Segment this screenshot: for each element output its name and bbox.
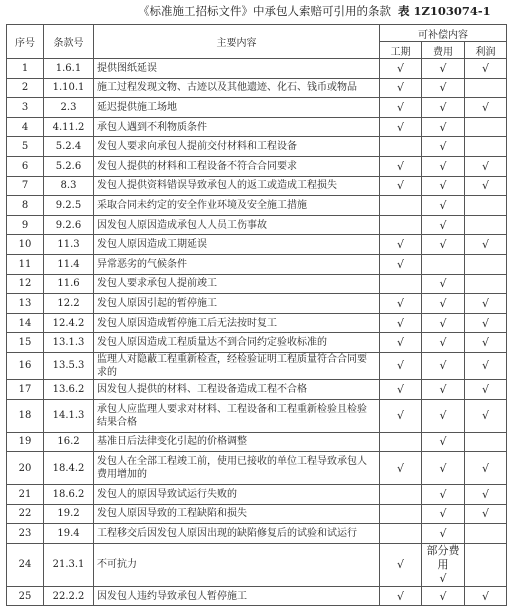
row-profit-check (465, 254, 507, 274)
row-cost-check: √ (422, 117, 465, 137)
row-cost-check: √ (422, 196, 465, 216)
row-index: 21 (7, 485, 44, 505)
row-content: 承包人遇到不利物质条件 (94, 117, 380, 137)
table-number: 表 1Z103074-1 (398, 4, 491, 18)
row-index: 10 (7, 235, 44, 255)
table-row (7, 59, 507, 79)
row-content: 因发包人原因造成承包人人员工伤事故 (94, 215, 380, 235)
partial-cost-label: 部分费用 (426, 543, 460, 571)
row-cost-check: √ (422, 399, 465, 432)
row-clause: 12.4.2 (44, 313, 94, 333)
row-duration-check: √ (380, 452, 422, 485)
row-clause: 13.6.2 (44, 379, 94, 399)
row-index: 1 (7, 59, 44, 79)
row-duration-check (380, 274, 422, 294)
row-cost-check: √ (422, 137, 465, 157)
row-index: 9 (7, 215, 44, 235)
row-duration-check: √ (380, 313, 422, 333)
row-clause: 11.3 (44, 235, 94, 255)
row-cost-check: √ (422, 333, 465, 353)
row-duration-check (380, 196, 422, 216)
row-profit-check (465, 543, 507, 586)
row-profit-check (465, 137, 507, 157)
row-profit-check: √ (465, 504, 507, 524)
table-row (7, 274, 507, 294)
table-row (7, 452, 507, 485)
row-duration-check: √ (380, 78, 422, 98)
check-mark: √ (439, 571, 447, 585)
row-clause: 14.1.3 (44, 399, 94, 432)
row-clause: 21.3.1 (44, 543, 94, 586)
row-duration-check (380, 485, 422, 505)
row-clause: 9.2.5 (44, 196, 94, 216)
row-content: 发包人原因引起的暂停施工 (94, 294, 380, 314)
row-duration-check: √ (380, 333, 422, 353)
row-content: 发包人原因导致的工程缺陷和损失 (94, 504, 380, 524)
row-index: 4 (7, 117, 44, 137)
row-duration-check (380, 137, 422, 157)
row-profit-check: √ (465, 294, 507, 314)
row-content: 发包人提供资料错误导致承包人的返工或造成工程损失 (94, 176, 380, 196)
row-duration-check: √ (380, 586, 422, 606)
row-duration-check: √ (380, 399, 422, 432)
table-row (7, 156, 507, 176)
row-cost-check: √ (422, 352, 465, 379)
row-duration-check (380, 215, 422, 235)
table-row (7, 78, 507, 98)
table-row (7, 432, 507, 452)
row-profit-check: √ (465, 452, 507, 485)
row-content: 发包人原因造成暂停施工后无法按时复工 (94, 313, 380, 333)
row-index: 7 (7, 176, 44, 196)
row-index: 25 (7, 586, 44, 606)
table-row (7, 333, 507, 353)
row-content: 工程移交后因发包人原因出现的缺陷修复后的试验和试运行 (94, 524, 380, 544)
row-content: 异常恶劣的气候条件 (94, 254, 380, 274)
table-caption (0, 3, 512, 21)
row-duration-check (380, 504, 422, 524)
row-profit-check (465, 196, 507, 216)
row-content: 施工过程发现文物、古迹以及其他遗迹、化石、钱币或物品 (94, 78, 380, 98)
row-profit-check (465, 524, 507, 544)
row-index: 16 (7, 352, 44, 379)
row-cost-check: √ (422, 586, 465, 606)
row-content: 监理人对隐蔽工程重新检查，经检验证明工程质量符合合同要求的 (94, 352, 380, 379)
table-row (7, 196, 507, 216)
row-profit-check (465, 117, 507, 137)
table-row (7, 399, 507, 432)
row-content: 因发包人提供的材料、工程设备造成工程不合格 (94, 379, 380, 399)
row-profit-check: √ (465, 352, 507, 379)
header-profit: 利润 (465, 42, 507, 59)
row-index: 17 (7, 379, 44, 399)
row-cost-check: √ (422, 59, 465, 79)
row-index: 3 (7, 98, 44, 118)
row-cost-check: √ (422, 379, 465, 399)
row-clause: 19.4 (44, 524, 94, 544)
row-clause: 13.1.3 (44, 333, 94, 353)
row-cost-check: √ (422, 274, 465, 294)
row-content: 因发包人违约导致承包人暂停施工 (94, 586, 380, 606)
row-profit-check: √ (465, 399, 507, 432)
row-duration-check (380, 432, 422, 452)
row-profit-check: √ (465, 59, 507, 79)
row-content: 不可抗力 (94, 543, 380, 586)
row-index: 6 (7, 156, 44, 176)
row-index: 12 (7, 274, 44, 294)
row-profit-check: √ (465, 586, 507, 606)
row-duration-check: √ (380, 543, 422, 586)
row-index: 2 (7, 78, 44, 98)
row-content: 提供图纸延误 (94, 59, 380, 79)
row-content: 发包人在全部工程竣工前，使用已接收的单位工程导致承包人费用增加的 (94, 452, 380, 485)
row-clause: 9.2.6 (44, 215, 94, 235)
header-cost: 费用 (422, 42, 465, 59)
table-body (7, 59, 507, 606)
row-cost-check (422, 543, 465, 586)
row-cost-check: √ (422, 78, 465, 98)
row-profit-check (465, 78, 507, 98)
row-duration-check (380, 524, 422, 544)
row-clause: 13.5.3 (44, 352, 94, 379)
row-clause: 1.10.1 (44, 78, 94, 98)
row-content: 采取合同未约定的安全作业环境及安全施工措施 (94, 196, 380, 216)
table-row (7, 235, 507, 255)
row-content: 延迟提供施工场地 (94, 98, 380, 118)
row-duration-check: √ (380, 254, 422, 274)
row-clause: 19.2 (44, 504, 94, 524)
row-duration-check: √ (380, 176, 422, 196)
row-clause: 8.3 (44, 176, 94, 196)
table-row (7, 543, 507, 586)
table-title: 《标准施工招标文件》中承包人索赔可引用的条款 (138, 4, 391, 18)
row-duration-check: √ (380, 294, 422, 314)
row-profit-check (465, 274, 507, 294)
row-clause: 22.2.2 (44, 586, 94, 606)
row-profit-check: √ (465, 333, 507, 353)
row-content: 发包人的原因导致试运行失败的 (94, 485, 380, 505)
table-row (7, 176, 507, 196)
row-cost-check: √ (422, 215, 465, 235)
row-profit-check: √ (465, 485, 507, 505)
header-clause: 条款号 (44, 25, 94, 59)
row-clause: 2.3 (44, 98, 94, 118)
row-profit-check (465, 432, 507, 452)
row-content: 发包人提供的材料和工程设备不符合合同要求 (94, 156, 380, 176)
row-index: 11 (7, 254, 44, 274)
table-row (7, 504, 507, 524)
row-content: 发包人原因造成工程质量达不到合同约定验收标准的 (94, 333, 380, 353)
table-row (7, 294, 507, 314)
row-cost-check (422, 254, 465, 274)
row-index: 15 (7, 333, 44, 353)
table-row (7, 254, 507, 274)
row-cost-check: √ (422, 504, 465, 524)
row-profit-check (465, 215, 507, 235)
table-row (7, 117, 507, 137)
row-clause: 18.6.2 (44, 485, 94, 505)
row-clause: 5.2.4 (44, 137, 94, 157)
table-row (7, 137, 507, 157)
row-index: 23 (7, 524, 44, 544)
row-profit-check: √ (465, 176, 507, 196)
row-content: 基准日后法律变化引起的价格调整 (94, 432, 380, 452)
row-cost-check: √ (422, 432, 465, 452)
row-cost-check: √ (422, 452, 465, 485)
row-clause: 5.2.6 (44, 156, 94, 176)
table-row (7, 524, 507, 544)
table-row (7, 98, 507, 118)
table-row (7, 379, 507, 399)
row-content: 发包人原因造成工期延误 (94, 235, 380, 255)
row-cost-check: √ (422, 98, 465, 118)
row-index: 24 (7, 543, 44, 586)
row-cost-check: √ (422, 294, 465, 314)
row-index: 8 (7, 196, 44, 216)
header-index: 序号 (7, 25, 44, 59)
row-duration-check: √ (380, 98, 422, 118)
row-index: 14 (7, 313, 44, 333)
row-cost-check: √ (422, 156, 465, 176)
row-duration-check: √ (380, 59, 422, 79)
row-clause: 18.4.2 (44, 452, 94, 485)
row-clause: 4.11.2 (44, 117, 94, 137)
row-clause: 1.6.1 (44, 59, 94, 79)
row-index: 18 (7, 399, 44, 432)
row-duration-check: √ (380, 156, 422, 176)
row-cost-check: √ (422, 524, 465, 544)
row-index: 13 (7, 294, 44, 314)
row-clause: 11.6 (44, 274, 94, 294)
header-duration: 工期 (380, 42, 422, 59)
row-clause: 12.2 (44, 294, 94, 314)
row-duration-check: √ (380, 379, 422, 399)
table-row (7, 313, 507, 333)
row-profit-check: √ (465, 313, 507, 333)
row-cost-check: √ (422, 235, 465, 255)
row-profit-check: √ (465, 235, 507, 255)
row-cost-check: √ (422, 176, 465, 196)
row-content: 承包人应监理人要求对材料、工程设备和工程重新检验且检验结果合格 (94, 399, 380, 432)
row-duration-check: √ (380, 352, 422, 379)
row-profit-check: √ (465, 98, 507, 118)
table-row (7, 586, 507, 606)
row-clause: 16.2 (44, 432, 94, 452)
row-clause: 11.4 (44, 254, 94, 274)
row-content: 发包人要求承包人提前竣工 (94, 274, 380, 294)
row-index: 20 (7, 452, 44, 485)
header-content: 主要内容 (94, 25, 380, 59)
table-row (7, 215, 507, 235)
row-index: 22 (7, 504, 44, 524)
header-compensable: 可补偿内容 (380, 25, 507, 42)
row-content: 发包人要求向承包人提前交付材料和工程设备 (94, 137, 380, 157)
claims-clauses-table (6, 24, 507, 606)
row-duration-check: √ (380, 235, 422, 255)
row-index: 19 (7, 432, 44, 452)
row-profit-check: √ (465, 379, 507, 399)
row-cost-check: √ (422, 313, 465, 333)
row-duration-check: √ (380, 117, 422, 137)
row-profit-check: √ (465, 156, 507, 176)
table-row (7, 485, 507, 505)
row-index: 5 (7, 137, 44, 157)
table-row (7, 352, 507, 379)
row-cost-check: √ (422, 485, 465, 505)
